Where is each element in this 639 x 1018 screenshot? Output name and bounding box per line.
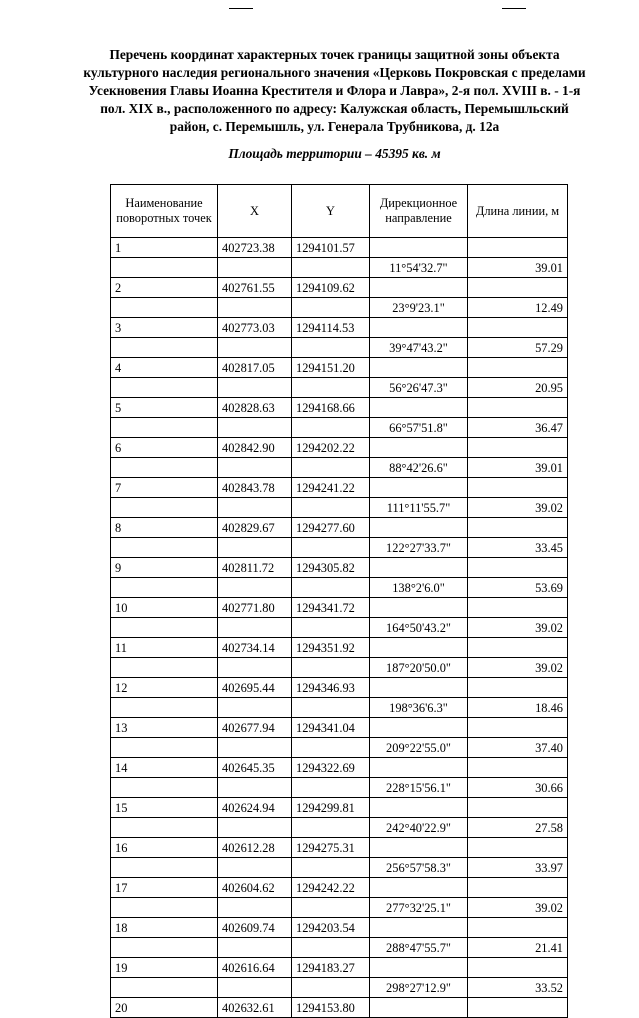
- length-cell: [468, 518, 568, 538]
- direction-cell: 288°47'55.7": [370, 938, 468, 958]
- point-name-cell: [111, 698, 218, 718]
- x-cell: 402761.55: [218, 278, 292, 298]
- direction-cell: 242°40'22.9": [370, 818, 468, 838]
- direction-cell: 88°42'26.6": [370, 458, 468, 478]
- point-name-cell: [111, 938, 218, 958]
- length-cell: 57.29: [468, 338, 568, 358]
- direction-cell: [370, 758, 468, 778]
- length-cell: [468, 878, 568, 898]
- y-cell: [292, 338, 370, 358]
- point-name-cell: 5: [111, 398, 218, 418]
- point-name-cell: [111, 418, 218, 438]
- x-cell: [218, 578, 292, 598]
- table-row: [111, 258, 568, 278]
- direction-cell: 256°57'58.3": [370, 858, 468, 878]
- y-cell: 1294341.72: [292, 598, 370, 618]
- direction-cell: 23°9'23.1": [370, 298, 468, 318]
- x-cell: 402612.28: [218, 838, 292, 858]
- y-cell: 1294183.27: [292, 958, 370, 978]
- length-cell: [468, 358, 568, 378]
- direction-cell: 298°27'12.9": [370, 978, 468, 998]
- length-cell: [468, 998, 568, 1018]
- x-cell: [218, 858, 292, 878]
- point-name-cell: 19: [111, 958, 218, 978]
- direction-cell: 66°57'51.8": [370, 418, 468, 438]
- table-row: [111, 658, 568, 678]
- direction-cell: [370, 438, 468, 458]
- x-cell: [218, 978, 292, 998]
- point-name-cell: [111, 818, 218, 838]
- point-name-cell: 13: [111, 718, 218, 738]
- length-cell: 27.58: [468, 818, 568, 838]
- x-cell: [218, 658, 292, 678]
- direction-cell: 111°11'55.7": [370, 498, 468, 518]
- table-row: [111, 338, 568, 358]
- length-cell: [468, 558, 568, 578]
- x-cell: 402695.44: [218, 678, 292, 698]
- direction-cell: [370, 598, 468, 618]
- direction-cell: [370, 718, 468, 738]
- length-cell: 21.41: [468, 938, 568, 958]
- length-cell: [468, 398, 568, 418]
- direction-cell: [370, 238, 468, 258]
- point-name-cell: 7: [111, 478, 218, 498]
- y-cell: 1294322.69: [292, 758, 370, 778]
- table-row: [111, 418, 568, 438]
- direction-cell: [370, 518, 468, 538]
- direction-cell: 228°15'56.1": [370, 778, 468, 798]
- x-cell: 402842.90: [218, 438, 292, 458]
- point-name-cell: 12: [111, 678, 218, 698]
- y-cell: [292, 298, 370, 318]
- table-row: [111, 398, 568, 418]
- length-cell: 39.01: [468, 458, 568, 478]
- direction-cell: [370, 318, 468, 338]
- length-cell: [468, 798, 568, 818]
- length-cell: 39.02: [468, 898, 568, 918]
- x-cell: 402811.72: [218, 558, 292, 578]
- length-cell: 33.97: [468, 858, 568, 878]
- y-cell: 1294275.31: [292, 838, 370, 858]
- point-name-cell: [111, 658, 218, 678]
- direction-cell: 187°20'50.0": [370, 658, 468, 678]
- header-x: X: [218, 185, 292, 238]
- length-cell: 53.69: [468, 578, 568, 598]
- y-cell: [292, 578, 370, 598]
- y-cell: 1294299.81: [292, 798, 370, 818]
- point-name-cell: [111, 338, 218, 358]
- table-row: [111, 478, 568, 498]
- length-cell: 36.47: [468, 418, 568, 438]
- y-cell: [292, 898, 370, 918]
- header-y: Y: [292, 185, 370, 238]
- point-name-cell: 6: [111, 438, 218, 458]
- y-cell: 1294203.54: [292, 918, 370, 938]
- x-cell: [218, 778, 292, 798]
- table-row: [111, 558, 568, 578]
- point-name-cell: [111, 498, 218, 518]
- point-name-cell: [111, 458, 218, 478]
- table-row: [111, 978, 568, 998]
- direction-cell: 164°50'43.2": [370, 618, 468, 638]
- table-row: [111, 838, 568, 858]
- table-row: [111, 238, 568, 258]
- point-name-cell: 3: [111, 318, 218, 338]
- table-row: [111, 518, 568, 538]
- y-cell: [292, 418, 370, 438]
- x-cell: 402624.94: [218, 798, 292, 818]
- length-cell: 37.40: [468, 738, 568, 758]
- table-row: [111, 778, 568, 798]
- table-row: [111, 358, 568, 378]
- x-cell: 402632.61: [218, 998, 292, 1018]
- x-cell: 402609.74: [218, 918, 292, 938]
- direction-cell: [370, 478, 468, 498]
- point-name-cell: [111, 378, 218, 398]
- y-cell: 1294101.57: [292, 238, 370, 258]
- x-cell: 402828.63: [218, 398, 292, 418]
- y-cell: 1294168.66: [292, 398, 370, 418]
- x-cell: [218, 818, 292, 838]
- point-name-cell: 9: [111, 558, 218, 578]
- direction-cell: [370, 958, 468, 978]
- x-cell: 402771.80: [218, 598, 292, 618]
- point-name-cell: 2: [111, 278, 218, 298]
- length-cell: [468, 598, 568, 618]
- point-name-cell: 14: [111, 758, 218, 778]
- point-name-cell: [111, 258, 218, 278]
- length-cell: 39.02: [468, 618, 568, 638]
- direction-cell: [370, 558, 468, 578]
- header-direction: Дирекционное направление: [370, 185, 468, 238]
- y-cell: 1294346.93: [292, 678, 370, 698]
- direction-cell: [370, 998, 468, 1018]
- table-row: [111, 458, 568, 478]
- point-name-cell: [111, 898, 218, 918]
- table-row: [111, 818, 568, 838]
- document-title: Перечень координат характерных точек границы защитной зоны объекта культурного наследия регионального значения «Церковь Покровская с пределами Усекновения Главы Иоанна Крестителя и Флора и Лавра», 2-я пол. XVIII в. - 1-я пол. XIX в., расположенного по адресу: Калужская область, Перемышльский район, с. Перемышль, ул. Генерала Трубникова, д. 12а: [83, 47, 586, 134]
- x-cell: [218, 418, 292, 438]
- header-dash-right: [502, 8, 526, 9]
- y-cell: [292, 778, 370, 798]
- length-cell: [468, 758, 568, 778]
- length-cell: 18.46: [468, 698, 568, 718]
- table-row: [111, 878, 568, 898]
- length-cell: [468, 678, 568, 698]
- table-header-row: [111, 185, 568, 238]
- x-cell: 402843.78: [218, 478, 292, 498]
- y-cell: [292, 498, 370, 518]
- direction-cell: [370, 918, 468, 938]
- length-cell: [468, 438, 568, 458]
- table-row: [111, 798, 568, 818]
- y-cell: [292, 938, 370, 958]
- y-cell: 1294114.53: [292, 318, 370, 338]
- direction-cell: [370, 678, 468, 698]
- direction-cell: 277°32'25.1": [370, 898, 468, 918]
- table-row: [111, 378, 568, 398]
- length-cell: 33.45: [468, 538, 568, 558]
- y-cell: [292, 698, 370, 718]
- length-cell: 30.66: [468, 778, 568, 798]
- y-cell: [292, 618, 370, 638]
- x-cell: 402734.14: [218, 638, 292, 658]
- point-name-cell: [111, 538, 218, 558]
- point-name-cell: 17: [111, 878, 218, 898]
- direction-cell: [370, 358, 468, 378]
- table-row: [111, 618, 568, 638]
- y-cell: 1294351.92: [292, 638, 370, 658]
- direction-cell: 11°54'32.7": [370, 258, 468, 278]
- x-cell: 402829.67: [218, 518, 292, 538]
- territory-area: Площадь территории – 45395 кв. м: [228, 146, 441, 161]
- y-cell: 1294153.80: [292, 998, 370, 1018]
- table-row: [111, 278, 568, 298]
- point-name-cell: 4: [111, 358, 218, 378]
- header-line-length: Длина линии, м: [468, 185, 568, 238]
- table-row: [111, 918, 568, 938]
- point-name-cell: 20: [111, 998, 218, 1018]
- y-cell: 1294202.22: [292, 438, 370, 458]
- table-row: [111, 938, 568, 958]
- direction-cell: [370, 838, 468, 858]
- table-row: [111, 318, 568, 338]
- length-cell: [468, 918, 568, 938]
- x-cell: [218, 498, 292, 518]
- direction-cell: [370, 798, 468, 818]
- x-cell: [218, 898, 292, 918]
- y-cell: [292, 858, 370, 878]
- length-cell: 12.49: [468, 298, 568, 318]
- x-cell: [218, 538, 292, 558]
- x-cell: [218, 738, 292, 758]
- table-row: [111, 858, 568, 878]
- length-cell: 33.52: [468, 978, 568, 998]
- x-cell: 402773.03: [218, 318, 292, 338]
- coordinates-table: [110, 184, 568, 1018]
- y-cell: 1294341.04: [292, 718, 370, 738]
- length-cell: [468, 238, 568, 258]
- x-cell: [218, 938, 292, 958]
- y-cell: [292, 458, 370, 478]
- point-name-cell: 11: [111, 638, 218, 658]
- table-row: [111, 598, 568, 618]
- length-cell: [468, 638, 568, 658]
- x-cell: [218, 378, 292, 398]
- length-cell: 39.02: [468, 658, 568, 678]
- table-row: [111, 498, 568, 518]
- table-row: [111, 958, 568, 978]
- point-name-cell: 15: [111, 798, 218, 818]
- point-name-cell: [111, 978, 218, 998]
- y-cell: 1294242.22: [292, 878, 370, 898]
- point-name-cell: 16: [111, 838, 218, 858]
- direction-cell: 122°27'33.7": [370, 538, 468, 558]
- point-name-cell: [111, 778, 218, 798]
- direction-cell: 39°47'43.2": [370, 338, 468, 358]
- x-cell: [218, 458, 292, 478]
- length-cell: 20.95: [468, 378, 568, 398]
- length-cell: [468, 958, 568, 978]
- point-name-cell: [111, 298, 218, 318]
- direction-cell: 198°36'6.3": [370, 698, 468, 718]
- table-row: [111, 638, 568, 658]
- table-row: [111, 538, 568, 558]
- x-cell: 402616.64: [218, 958, 292, 978]
- header-point-name: Наименование поворотных точек: [111, 185, 218, 238]
- y-cell: 1294305.82: [292, 558, 370, 578]
- y-cell: 1294151.20: [292, 358, 370, 378]
- x-cell: [218, 298, 292, 318]
- table-row: [111, 898, 568, 918]
- point-name-cell: [111, 738, 218, 758]
- direction-cell: 56°26'47.3": [370, 378, 468, 398]
- table-row: [111, 578, 568, 598]
- table-row: [111, 718, 568, 738]
- y-cell: [292, 978, 370, 998]
- x-cell: 402723.38: [218, 238, 292, 258]
- point-name-cell: [111, 858, 218, 878]
- y-cell: [292, 378, 370, 398]
- x-cell: 402677.94: [218, 718, 292, 738]
- point-name-cell: 8: [111, 518, 218, 538]
- y-cell: [292, 818, 370, 838]
- direction-cell: 209°22'55.0": [370, 738, 468, 758]
- table-body: [111, 238, 568, 1018]
- table-row: [111, 298, 568, 318]
- x-cell: [218, 258, 292, 278]
- point-name-cell: 18: [111, 918, 218, 938]
- direction-cell: [370, 278, 468, 298]
- y-cell: 1294277.60: [292, 518, 370, 538]
- length-cell: 39.01: [468, 258, 568, 278]
- length-cell: [468, 838, 568, 858]
- table-row: [111, 998, 568, 1018]
- y-cell: 1294241.22: [292, 478, 370, 498]
- direction-cell: [370, 638, 468, 658]
- point-name-cell: [111, 578, 218, 598]
- table-row: [111, 758, 568, 778]
- header-dash-left: [229, 8, 253, 9]
- x-cell: 402817.05: [218, 358, 292, 378]
- direction-cell: [370, 398, 468, 418]
- x-cell: 402645.35: [218, 758, 292, 778]
- x-cell: [218, 338, 292, 358]
- table-row: [111, 438, 568, 458]
- table-row: [111, 678, 568, 698]
- y-cell: [292, 658, 370, 678]
- point-name-cell: 1: [111, 238, 218, 258]
- x-cell: 402604.62: [218, 878, 292, 898]
- length-cell: [468, 478, 568, 498]
- length-cell: [468, 318, 568, 338]
- y-cell: [292, 538, 370, 558]
- direction-cell: [370, 878, 468, 898]
- y-cell: 1294109.62: [292, 278, 370, 298]
- length-cell: [468, 718, 568, 738]
- point-name-cell: 10: [111, 598, 218, 618]
- direction-cell: 138°2'6.0": [370, 578, 468, 598]
- y-cell: [292, 738, 370, 758]
- table-row: [111, 738, 568, 758]
- length-cell: [468, 278, 568, 298]
- x-cell: [218, 698, 292, 718]
- table-row: [111, 698, 568, 718]
- length-cell: 39.02: [468, 498, 568, 518]
- x-cell: [218, 618, 292, 638]
- point-name-cell: [111, 618, 218, 638]
- y-cell: [292, 258, 370, 278]
